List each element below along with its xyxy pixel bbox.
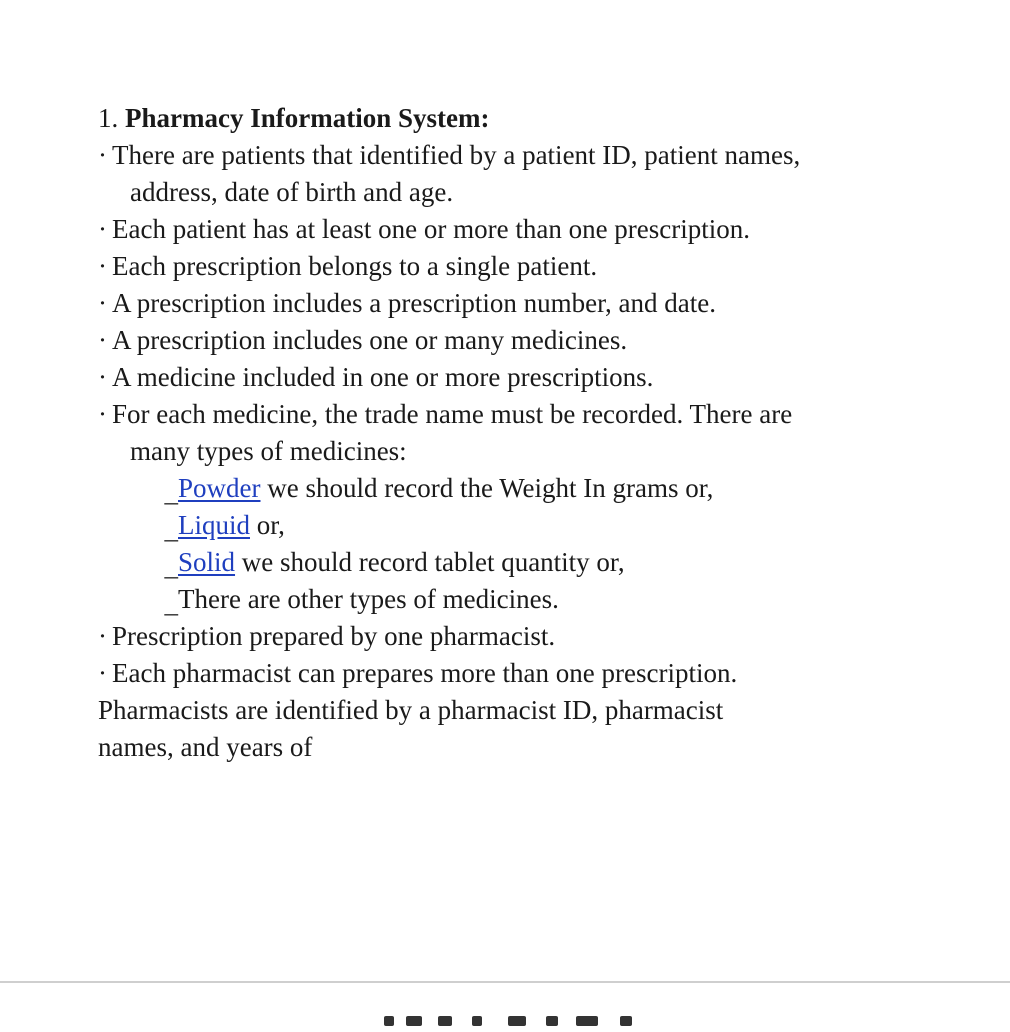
- powder-link[interactable]: Powder: [178, 473, 261, 503]
- bullet-dot: ·: [98, 288, 107, 318]
- medicine-type-text: or,: [250, 510, 285, 540]
- bullet-item: [98, 618, 958, 655]
- medicine-type-other: [98, 581, 958, 618]
- dash-marker: _: [164, 514, 178, 544]
- bullet-text-continued: address, date of birth and age.: [130, 177, 454, 207]
- bullet-dot: ·: [98, 140, 107, 170]
- bullet-dot: ·: [98, 621, 107, 651]
- solid-link[interactable]: Solid: [178, 547, 236, 577]
- title-text: Pharmacy Information System:: [125, 103, 490, 133]
- bullet-text: Prescription prepared by one pharmacist.: [112, 621, 556, 651]
- bullet-item: [98, 396, 958, 470]
- bullet-text: Each prescription belongs to a single patient.: [112, 251, 598, 281]
- paragraph-line: names, and years of: [98, 732, 313, 762]
- dash-marker: _: [164, 588, 178, 618]
- cut-off-text-fragment: [380, 1012, 640, 1032]
- document-title: [98, 100, 958, 137]
- bullet-item: [98, 359, 958, 396]
- bullet-dot: ·: [98, 399, 107, 429]
- bullet-item: [98, 285, 958, 322]
- glyph-fragment: [546, 1016, 558, 1026]
- glyph-fragment: [438, 1016, 452, 1026]
- bullet-text: A prescription includes one or many medicines.: [112, 325, 628, 355]
- bullet-text: Each patient has at least one or more than one prescription.: [112, 214, 751, 244]
- document-content: [98, 100, 958, 766]
- glyph-fragment: [576, 1016, 598, 1026]
- pharmacist-paragraph: [98, 692, 958, 766]
- bullet-item: [98, 248, 958, 285]
- medicine-type-text: There are other types of medicines.: [178, 584, 559, 614]
- glyph-fragment: [620, 1016, 632, 1026]
- medicine-type-powder: [98, 470, 958, 507]
- paragraph-line: Pharmacists are identified by a pharmacist ID, pharmacist: [98, 695, 724, 725]
- medicine-type-text: we should record the Weight In grams or,: [260, 473, 714, 503]
- glyph-fragment: [384, 1016, 394, 1026]
- bullet-text: Each pharmacist can prepares more than one prescription.: [112, 658, 738, 688]
- section-divider: [0, 981, 1010, 983]
- bullet-text: For each medicine, the trade name must be recorded. There are: [112, 399, 793, 429]
- bullet-text: A prescription includes a prescription number, and date.: [112, 288, 716, 318]
- bullet-text: A medicine included in one or more prescriptions.: [112, 362, 654, 392]
- medicine-type-liquid: [98, 507, 958, 544]
- bullet-item: [98, 211, 958, 248]
- bullet-item: [98, 322, 958, 359]
- bullet-text: There are patients that identified by a patient ID, patient names,: [112, 140, 801, 170]
- title-number: 1.: [98, 103, 119, 133]
- bullet-dot: ·: [98, 362, 107, 392]
- bullet-dot: ·: [98, 325, 107, 355]
- bullet-dot: ·: [98, 658, 107, 688]
- glyph-fragment: [508, 1016, 526, 1026]
- bullet-item: [98, 655, 958, 692]
- liquid-link[interactable]: Liquid: [178, 510, 250, 540]
- bullet-dot: ·: [98, 251, 107, 281]
- bullet-text-continued: many types of medicines:: [130, 436, 407, 466]
- medicine-type-text: we should record tablet quantity or,: [235, 547, 625, 577]
- bullet-item: [98, 137, 958, 211]
- dash-marker: _: [164, 551, 178, 581]
- glyph-fragment: [472, 1016, 482, 1026]
- bullet-dot: ·: [98, 214, 107, 244]
- medicine-type-solid: [98, 544, 958, 581]
- glyph-fragment: [406, 1016, 422, 1026]
- dash-marker: _: [164, 477, 178, 507]
